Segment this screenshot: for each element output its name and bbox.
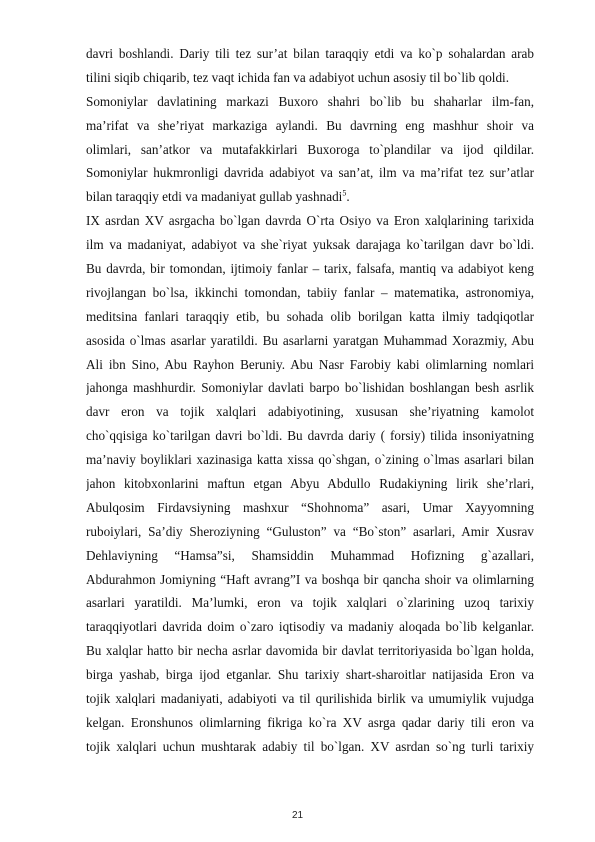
text-line-11: rivojlangan bo`lsa, ikkinchi tomondan, tabiiy fanlar – matematika, astronomiya, [86,284,534,300]
text-line-21: ruboiylari, Sa’diy Sheroziyning “Guluston” va “Bo`ston” asarlari, Amir Xusrav [86,523,534,539]
text-line-9: ilm va madaniyat, adabiyot va she`riyat yuksak darajaga ko`tarilgan davr bo`ldi. [86,237,534,253]
text-line-19: jahon kitobxonlarini maftun etgan Abyu Abdullo Rudakiyning lirik she’rlari, [86,476,534,492]
text-line-24: asarlari yaratildi. Ma’lumki, eron va tojik xalqlari o`zlarining uzoq tarixiy [86,595,534,611]
text-line-27: birga yashab, birga ijod etganlar. Shu tarixiy shart-sharoitlar natijasida Eron va [86,667,534,683]
text-line-2: tilini siqib chiqarib, tez vaqt ichida fan va adabiyot uchun asosiy til bo`lib qoldi. [86,69,510,85]
text-line-25: taraqqiyotlari davrida doim o`zaro iqtisodiy va madaniy aloqada bo`lib kelganlar. [86,619,534,635]
text-line-26: Bu xalqlar hatto bir necha asrlar davomida bir davlat territoriyasida bo`lgan holda, [86,643,534,659]
text-line-17: cho`qqisiga ko`tarilgan davri bo`ldi. Bu davrda dariy ( forsiy) tilida insoniyatning [86,428,534,444]
text-line-1: davri boshlandi. Dariy tili tez sur’at bilan taraqqiy etdi va ko`p sohalardan arab [86,46,534,61]
text-line-5: olimlari, san’atkor va mutafakkirlari Buxoroga to`plandilar va ijod qildilar. [86,141,534,157]
body-text [86,42,534,759]
text-line-10: Bu davrda, bir tomondan, ijtimoiy fanlar – tarix, falsafa, mantiq va adabiyot keng [86,261,534,277]
text-line-7-body: bilan taraqqiy etdi va madaniyat gullab yashnadi [86,189,343,205]
text-line-28: tojik xalqlari madaniyati, adabiyoti va til qurilishida birlik va umumiylik vujudga [86,691,534,707]
text-line-14: Ali ibn Sino, Abu Rayhon Beruniy. Abu Nasr Farobiy kabi olimlarning nomlari [86,356,534,372]
text-line-8: IX asrdan XV asrgacha bo`lgan davrda O`rta Osiyo va Eron xalqlarining tarixida [86,213,534,229]
text-line-30: tojik xalqlari uchun mushtarak adabiy til bo`lgan. XV asrdan so`ng turli tarixiy [86,738,534,754]
text-line-4: ma’rifat va she’riyat markaziga aylandi. Bu davrning eng mashhur shoir va [86,117,534,133]
text-line-29: kelgan. Eronshunos olimlarning fikriga ko`ra XV asrga qadar dariy tili eron va [86,714,534,730]
text-line-16: davr eron va tojik xalqlari adabiyotining, xususan she’riyatning kamolot [86,404,534,420]
text-line-7 [86,185,534,209]
footnote-marker[interactable]: 5 [342,188,347,198]
text-line-15: jahonga mashhurdir. Somoniylar davlati barpo bo`lishidan boshlangan besh asrlik [86,380,534,396]
text-line-22: Dehlaviyning “Hamsa”si, Shamsiddin Muhammad Hofizning g`azallari, [86,547,534,563]
text-line-6: Somoniylar hukmronligi davrida adabiyot va san’at, ilm va ma’rifat tez sur’atlar [86,165,534,181]
text-line-13: asosida o`lmas asarlar yaratildi. Bu asarlarni yaratgan Muhammad Xorazmiy, Abu [86,332,534,348]
text-line-23: Abdurahmon Jomiyning “Haft avrang”I va boshqa bir qancha shoir va olimlarning [86,571,534,587]
text-line-12: meditsina fanlari taraqqiy etib, bu sohada olib borilgan katta ilmiy tadqiqotlar [86,308,534,324]
text-line-18: ma’naviy boyliklari xazinasiga katta xissa qo`shgan, o`zining o`lmas asarlari bilan [86,452,534,468]
page-number: 21 [291,810,304,821]
text-line-20: Abulqosim Firdavsiyning mashxur “Shohnoma” asari, Umar Xayyomning [86,499,534,515]
text-line-3: Somoniylar davlatining markazi Buxoro shahri bo`lib bu shaharlar ilm-fan, [86,93,534,109]
footnote-suffix: . [346,189,350,205]
